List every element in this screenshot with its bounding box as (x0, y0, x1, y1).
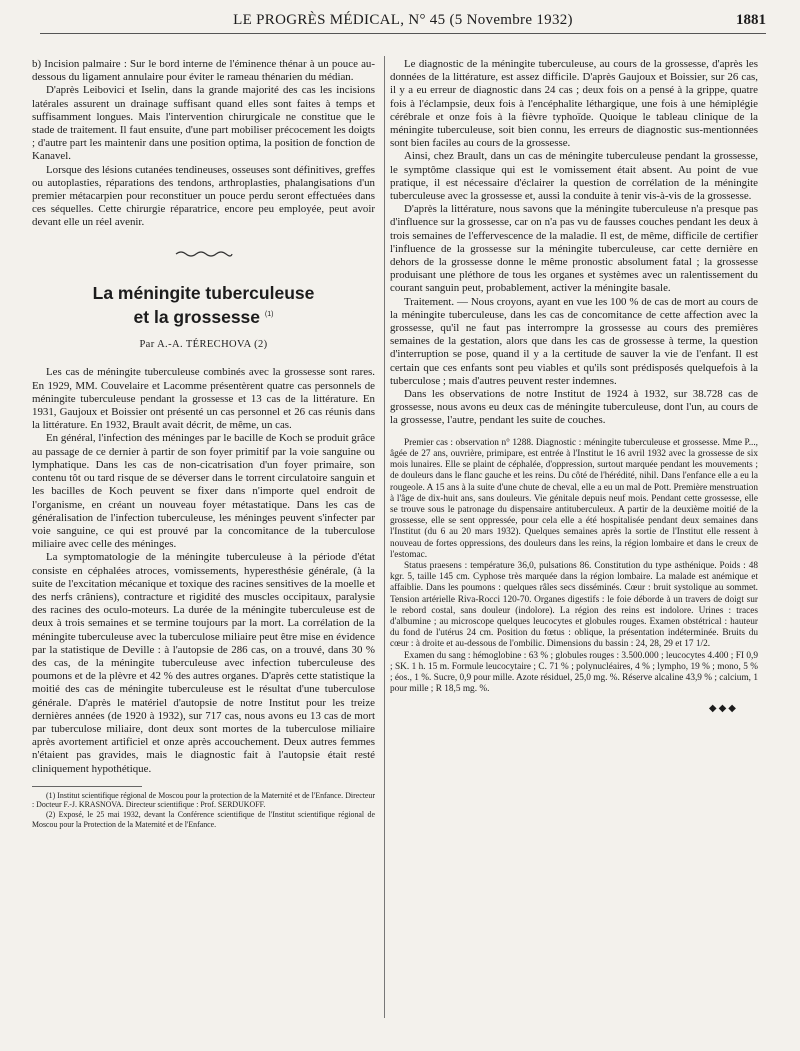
right-column (390, 58, 758, 714)
paragraph: b) Incision palmaire : Sur le bord interne de l'éminence thénar à un pouce au-dessous du ligament annulaire pour éviter le rameau thénarien du médian. (32, 58, 375, 84)
byline: Par A.-A. TÉRECHOVA (2) (139, 339, 268, 351)
paragraph: La symptomatologie de la méningite tuberculeuse à la période d'état consiste en céphalées atroces, vomissements, hyperesthésie générale, (à la suite de l'excitation mécanique et toxique des racines sensitives de la moelle et des nerfs crâniens), contracture et rigidité des muscles occipitaux, paralysie des racines des oculo-moteurs. La durée de la méningite tuberculeuse est de deux à trois semaines et se termine toujours par la mort. La corrélation de la méningite tuberculeuse avec la tuberculose miliaire peut être mise en évidence par la statistique de Deville : à l'autopsie de 286 cas, on a trouvé, dans 30 % des cas, de la méningite tuberculeuse avec infection tuberculeuse des poumons et de la plèvre et 42 % des autres organes. D'après cette statistique la moitié des cas de méningite tuberculeuse est le résultat d'une tuberculose générale. D'après le matériel d'autopsie de notre Institut pour les treize dernières années (de 1920 à 1932), sur 717 cas, nous avons eu 13 cas de mort par tuberculose miliaire, dont deux sont mortes de la tuberculose miliaire après avortement artificiel et onze après accouchement. Deux autres femmes n'étaient pas gravides, mais le diagnostic fait à l'autopsie était resté cliniquement hypothétique. (32, 551, 375, 775)
paragraph: Ainsi, chez Brault, dans un cas de méningite tuberculeuse pendant la grossesse, le symptôme classique qui est le vomissement était absent. Au point de vue pratique, il est nécessaire d'éclairer la question de corrélation de la méningite tuberculeuse avec la grossesse et, aussi la conduite à tenir vis-à-vis de la grossesse. (390, 150, 758, 203)
page-header (40, 10, 766, 30)
header-rule (40, 33, 766, 34)
paragraph: En général, l'infection des méninges par le bacille de Koch se produit grâce au passage de ce dernier à partir de son foyer primitif par la voie sanguine ou lymphatique. Dans les cas de non-cicatrisation d'un foyer primaire, son contenu tôt ou tard risque de se déverser dans le torrent circulatoire sanguin et les bacilles de Koch peuvent se fixer dans n'importe quel endroit de l'organisme, en créant un nouveau foyer métastatique. Dans les cas de généralisation de l'infection tuberculeuse, les méninges peuvent s'infecter par voie sanguine, ce qui est prouvé par la concomitance de la tuberculose miliaire avec celle des méninges. (32, 432, 375, 551)
running-title: LE PROGRÈS MÉDICAL, N° 45 (5 Novembre 1932) (233, 12, 573, 28)
case-report: Examen du sang : hémoglobine : 63 % ; globules rouges : 3.500.000 ; leucocytes 4.400 ; FI 0,9 ; SK. 1 h. 15 m. Formule leucocytaire ; C. 71 % ; polynucléaires, 4 % ; lympho, 19 % ; mono, 5 % ; éos., 1 %. Sucre, 0,9 pour mille. Azote résiduel, 25,0 mg. %. Réserve alcaline 43,9 % ; calcium, 1 pour mille ; R 18,5 mg. %. (390, 650, 758, 695)
section-separator-ornament (174, 250, 234, 258)
title-footnote-ref: (1) (264, 310, 274, 318)
footnote-1: (1) Institut scientifique régional de Moscou pour la protection de la Maternité et de l'Enfance. Directeur : Docteur F.-J. KRASNOVA. Directeur scientifique : Prof. SERDUKOFF. (32, 790, 375, 810)
page-number: 1881 (736, 12, 766, 28)
case-report: Status praesens : température 36,0, pulsations 86. Constitution du type asthénique. Poids : 48 kgr. 5, taille 145 cm. Cyphose très marquée dans la région lombaire. La malade est anémique et affaiblie. Dans les poumons : quelques râles secs disséminés. Cœur : bruit systolique au sommet. Tension artérielle Riva-Rocci 120-70. Organes digestifs : le foie déborde à un travers de doigt sur le rebord costal, sans douleur (indolore). La région des reins est indolore. Urines : traces d'albumine ; au microscope quelques leucocytes et globules rouges. Examen obstétrical : hauteur du fond de l'utérus 24 cm. Position du fœtus : oblique, la présentation indéterminée. Bruits du cœur : à droite et au-dessous de l'ombilic. Dimensions du bassin : 24, 28, 29 et 17 1/2. (390, 560, 758, 650)
paragraph: D'après la littérature, nous savons que la méningite tuberculeuse n'a presque pas d'influence sur la grossesse, car on n'a pas vu de fausses couches pendant les deux à trois semaines de l'effervescence de la maladie. Il est, de même, difficile de certifier l'influence de la grossesse sur la méningite tuberculeuse, car cette dernière en dehors de la grossesse donne le même pronostic absolument fatal ; la grossesse produisant une pléthore de tous les organes et systèmes avec un ralentissement du courant sanguin peut, probablement, activer la méningite basale. (390, 203, 758, 295)
end-ornament: ◆◆◆ (708, 703, 738, 715)
paragraph: Traitement. — Nous croyons, ayant en vue les 100 % de cas de mort au cours de la méningite tuberculeuse, dans les cas de concomitance de cette affection avec la grossesse, qu'il ne faut pas interrompre la grossesse au cours des premières semaines de la gestation, alors que dans les cas de grossesse à terme, la question d'interruption se pose, quand il y a la certitude de sauver la vie de l'enfant. Il est certain que ces enfants sont peu viables et qu'ils sont prédisposés quelquefois à la tuberculose ; mais d'autres peuvent rester indemnes. (390, 295, 758, 387)
article-title (32, 282, 375, 328)
article-title-line-2 (32, 304, 375, 328)
footnote-rule (32, 786, 142, 787)
paragraph: Lorsque des lésions cutanées tendineuses, osseuses sont définitives, greffes ou autoplasties, réparations des tendons, arthroplasties, phalangisations d'un premier métacarpien pour reconstituer un pouce perdu seront effectuées dans ces séquelles. Cette chirurgie réparatrice, encore peu employée, peut avoir devant elle un réel avenir. (32, 163, 375, 229)
footnote-2: (2) Exposé, le 25 mai 1932, devant la Conférence scientifique de l'Institut scientifique régional de Moscou pour la Protection de la Maternité et de l'Enfance. (32, 809, 375, 829)
article-title-line-1: La méningite tuberculeuse (92, 282, 315, 303)
paragraph: D'après Leibovici et Iselin, dans la grande majorité des cas les incisions latérales assurent un drainage suffisant quand elles sont faites à temps et suffisamment longues. Mais l'intervention chirurgicale ne constitue que le stade de traitement. Il faut ensuite, d'une part mobiliser précocement les doigts ; d'autre part les maintenir dans une position optima, la position de fonction de Kanavel. (32, 84, 375, 163)
left-column (32, 58, 375, 829)
column-divider (384, 56, 385, 1018)
paragraph: Dans les observations de notre Institut de 1924 à 1932, sur 38.728 cas de grossesse, nous avons eu deux cas de méningite tuberculeuse, dont l'un, au cours de la grossesse, l'autre, pendant les suite de couches. (390, 388, 758, 427)
article-title-text: et la grossesse (133, 306, 261, 327)
case-report: Premier cas : observation n° 1288. Diagnostic : méningite tuberculeuse et grossesse. Mme P..., âgée de 27 ans, ouvrière, primipare, est entrée à l'Institut le 16 avril 1932 avec la grossesse de six mois lunaires. Elle se plaint de céphalée, d'oppression, surtout marquée pendant les mouvements ; de douleurs dans le flanc gauche et les reins. Du côté de l'hérédité, nihil. Dans l'enfance elle a eu la rougeole. A 15 ans à la suite d'une chute de cheval, elle a eu un mal de Pott. Première menstruation à l'âge de dix-huit ans, sans douleurs. Vie génitale depuis neuf mois. Pendant cette grossesse, elle se trouve sous le patronage du dispensaire antituberculeux. A partir de la deuxième moitié de la grossesse, elle se sent oppressée, pour cela elle a été hospitalisée pendant deux semaines dans l'Institut (du 6 au 20 mars 1932). Quelques semaines après la sortie de l'Institut elle ressent à nouveau de fortes oppressions, des douleurs dans les reins, la région lombaire et dans le creux de l'estomac. (390, 437, 758, 560)
paragraph: Les cas de méningite tuberculeuse combinés avec la grossesse sont rares. En 1929, MM. Couvelaire et Lacomme présentèrent quatre cas personnels de méningite tuberculeuse pendant la grossesse et 13 cas de la littérature. En 1931, Gaujoux et Boissier ont présenté un cas personnel et 26 cas réunis dans la littérature. En 1932, Brault avait décrit, de même, un cas. (32, 366, 375, 432)
paragraph: Le diagnostic de la méningite tuberculeuse, au cours de la grossesse, d'après les données de la littérature, est assez difficile. D'après Gaujoux et Boissier, sur 26 cas, il y a eu erreur de diagnostic dans 24 cas ; deux fois on a pensé à la grippe, quatre fois à l'éclampsie, deux fois à l'encéphalite léthargique, une fois à une hémiplégie cérébrale et onze fois à la fièvre typhoïde. Quoique le tableau clinique de la méningite tuberculeuse, soit bien connu, les erreurs de diagnostic sus-mentionnées sont bien faciles au cours de la grossesse. (390, 58, 758, 150)
